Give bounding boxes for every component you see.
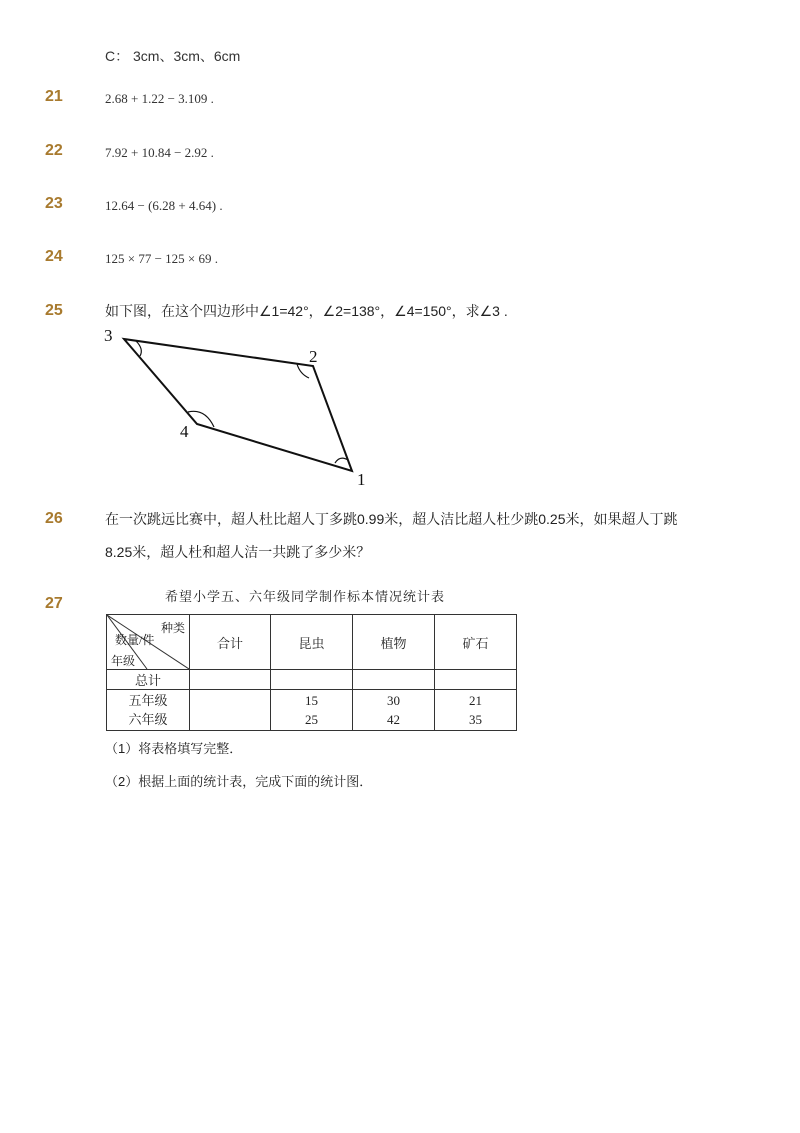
- row-label-grade5: 五年级: [128, 693, 168, 708]
- question-23-expression: 12.64 − (6.28 + 4.64) .: [105, 198, 223, 213]
- cell-grade5-plant: 30: [387, 693, 400, 708]
- cell-grade5-mineral: 21: [469, 693, 482, 708]
- header-insect: 昆虫: [271, 615, 353, 670]
- table-rows-grades: [107, 690, 517, 731]
- quadrilateral-outline: [124, 339, 352, 471]
- header-plant: 植物: [353, 615, 435, 670]
- cell-total-insect: [271, 670, 353, 690]
- quadrilateral-figure: [0, 0, 800, 500]
- question-number-21: 21: [45, 88, 63, 105]
- question-27-sub-1: （1）将表格填写完整．: [105, 741, 243, 756]
- question-27-sub-2: （2）根据上面的统计表，完成下面的统计图．: [105, 774, 373, 789]
- question-21-expression: 2.68 + 1.22 − 3.109 .: [105, 91, 214, 106]
- header-mineral: 矿石: [435, 615, 517, 670]
- row-label-total: 总计: [107, 670, 190, 690]
- question-number-27: 27: [45, 595, 63, 612]
- angle-1-arc: [335, 458, 348, 463]
- corner-kind-label: 种类: [160, 621, 185, 635]
- question-26-line-1: 在一次跳远比赛中，超人杜比超人丁多跳0.99米，超人洁比超人杜少跳0.25米，如果超人丁跳: [105, 511, 678, 527]
- vertex-label-2: 2: [309, 347, 318, 366]
- statistics-table: [106, 614, 517, 731]
- table-header-row: [107, 615, 517, 670]
- cell-grade6-plant: 42: [387, 712, 400, 727]
- cell-total-mineral: [435, 670, 517, 690]
- question-number-24: 24: [45, 248, 63, 265]
- question-number-25: 25: [45, 302, 63, 319]
- corner-count-label: 数量/件: [115, 633, 155, 647]
- table-corner-cell: [107, 615, 190, 670]
- question-number-23: 23: [45, 195, 63, 212]
- cell-grade6-mineral: 35: [469, 712, 482, 727]
- vertex-label-4: 4: [180, 422, 189, 441]
- question-number-26: 26: [45, 510, 63, 527]
- question-24-expression: 125 × 77 − 125 × 69 .: [105, 251, 218, 266]
- cell-total-plant: [353, 670, 435, 690]
- cell-grade6-total: [190, 710, 270, 729]
- cell-grade6-insect: 25: [305, 712, 318, 727]
- vertex-label-3: 3: [104, 326, 113, 345]
- question-25-text: 如下图，在这个四边形中∠1=42°，∠2=138°，∠4=150°，求∠3 .: [105, 303, 508, 319]
- question-number-22: 22: [45, 142, 63, 159]
- question-26-line-2: 8.25米，超人杜和超人洁一共跳了多少米？: [105, 544, 371, 560]
- cell-total-sum: [190, 670, 271, 690]
- corner-grade-label: 年级: [111, 654, 136, 668]
- vertex-label-1: 1: [357, 470, 366, 489]
- cell-grade5-total: [190, 691, 270, 710]
- row-label-grade6: 六年级: [128, 712, 168, 727]
- cell-grade5-insect: 15: [305, 693, 318, 708]
- question-22-expression: 7.92 + 10.84 − 2.92 .: [105, 145, 214, 160]
- table-title: 希望小学五、六年级同学制作标本情况统计表: [165, 589, 446, 604]
- header-total: 合计: [190, 615, 271, 670]
- table-row-total: [107, 670, 517, 690]
- option-c: C： 3cm、3cm、6cm: [105, 48, 241, 64]
